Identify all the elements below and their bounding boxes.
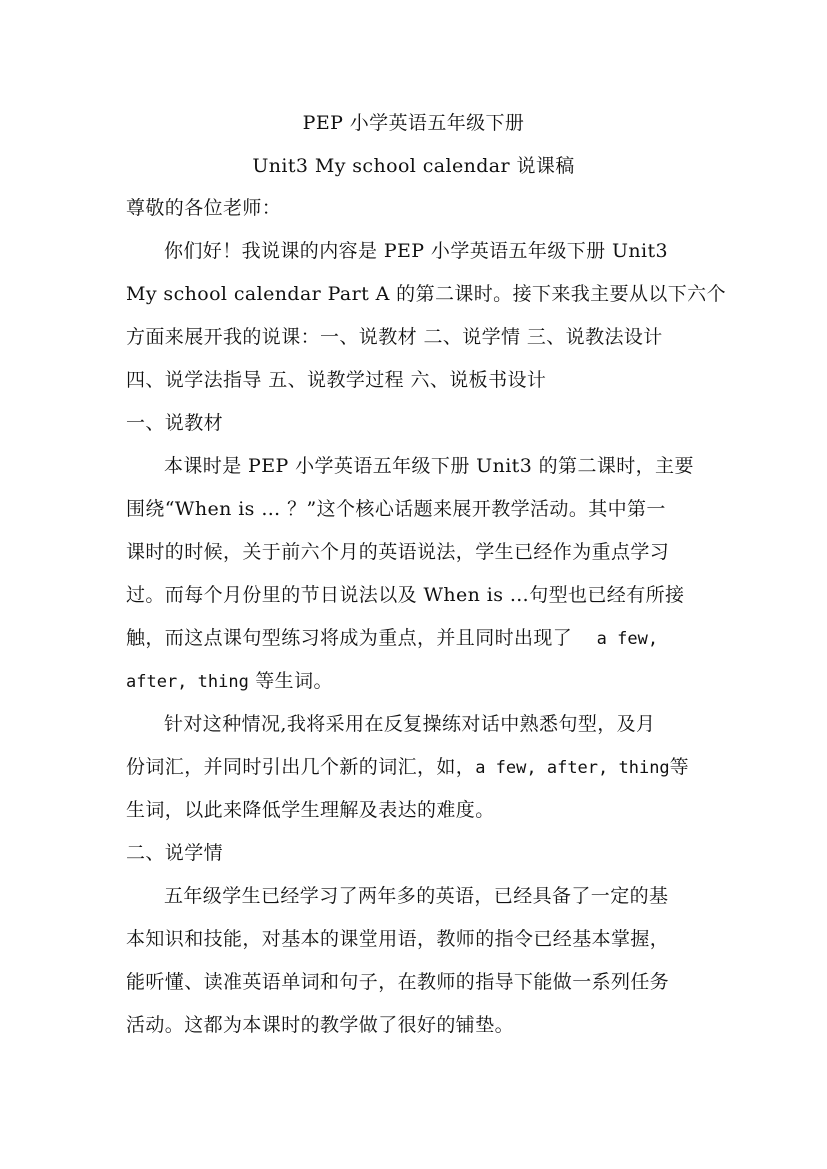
students-p1-line-4: 活动。这都为本课时的教学做了很好的铺垫。 [126,1014,515,1036]
textbook-p2-line-3: 生词，以此来降低学生理解及表达的难度。 [126,799,495,821]
textbook-p1-line-1: 本课时是 PEP 小学英语五年级下册 Unit3 的第二课时，主要 [164,455,694,477]
section-heading-students: 二、说学情 [126,842,224,864]
textbook-p1-line-6 [126,669,333,694]
intro-line-2: My school calendar Part A 的第二课时。接下来我主要从以下六个 [126,283,726,305]
textbook-p1-line-5-vocab: a few, [596,629,659,649]
salutation: 尊敬的各位老师： [126,197,282,219]
textbook-p2-line-2-text: 份词汇，并同时引出几个新的词汇，如， [126,756,476,778]
textbook-p1-line-6-vocab: after, thing [126,672,249,692]
students-p1-line-2: 本知识和技能，对基本的课堂用语，教师的指令已经基本掌握， [126,928,670,950]
document-subtitle: Unit3 My school calendar 说课稿 [252,155,575,177]
textbook-p2-line-2-vocab: a few, after, thing [475,758,670,778]
students-p1-line-1: 五年级学生已经学习了两年多的英语，已经具备了一定的基 [164,885,669,907]
textbook-p1-line-5 [126,626,658,651]
textbook-p2-line-2-end: 等 [669,756,690,778]
textbook-p1-line-5-text: 触，而这点课句型练习将成为重点，并且同时出现了 [126,627,573,649]
textbook-p2-line-1: 针对这种情况,我将采用在反复操练对话中熟悉句型，及月 [164,713,656,735]
textbook-p1-line-6-text: 等生词。 [255,670,333,692]
textbook-p2-line-2 [126,755,689,780]
textbook-p1-line-3: 课时的时候，关于前六个月的英语说法，学生已经作为重点学习 [126,541,670,563]
textbook-p1-line-4: 过。而每个月份里的节日说法以及 When is …句型也已经有所接 [126,584,685,606]
intro-line-3: 方面来展开我的说课：一、说教材 二、说学情 三、说教法设计 [126,326,663,348]
document-title: PEP 小学英语五年级下册 [302,112,525,134]
students-p1-line-3: 能听懂、读准英语单词和句子，在教师的指导下能做一系列任务 [126,971,670,993]
textbook-p1-line-2: 围绕“When is … ？”这个核心话题来展开教学活动。其中第一 [126,498,666,520]
section-heading-textbook: 一、说教材 [126,412,224,434]
intro-line-1: 你们好！我说课的内容是 PEP 小学英语五年级下册 Unit3 [164,240,669,262]
intro-line-4: 四、说学法指导 五、说教学过程 六、说板书设计 [126,369,547,391]
